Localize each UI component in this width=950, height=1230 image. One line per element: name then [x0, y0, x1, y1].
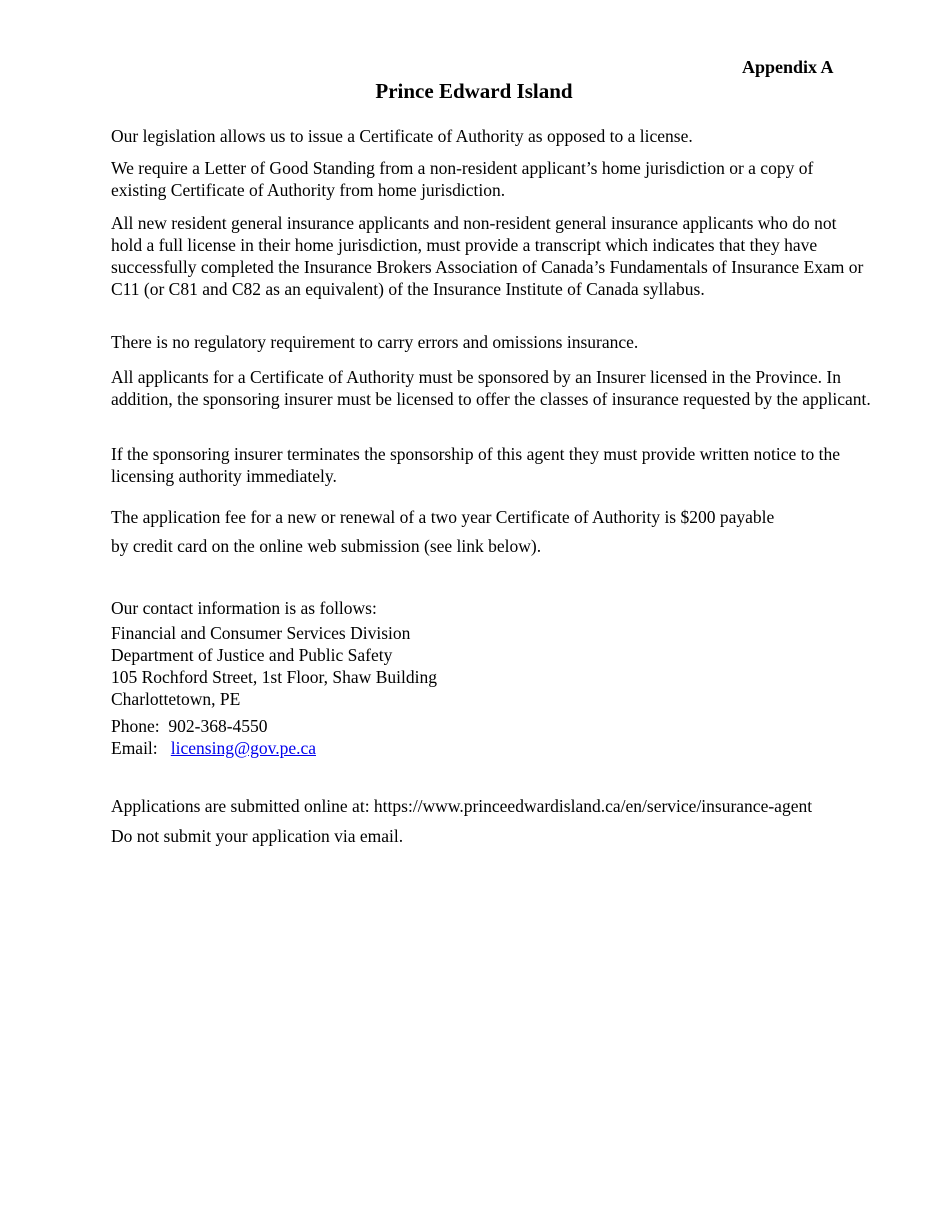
page-title: Prince Edward Island [375, 79, 573, 103]
paragraph-certificate: Our legislation allows us to issue a Certificate of Authority as opposed to a license. [111, 126, 693, 146]
contact-city: Charlottetown, PE [111, 689, 241, 709]
contact-intro: Our contact information is as follows: [111, 598, 377, 618]
paragraph-good-standing: We require a Letter of Good Standing from a non-resident applicant’s home jurisdiction or a copy of existing Certificate of Authority from home jurisdiction. [111, 158, 814, 200]
contact-org: Financial and Consumer Services Division [111, 623, 411, 643]
phone-row [111, 715, 268, 737]
no-email-notice: Do not submit your application via email. [111, 826, 404, 846]
contact-street: 105 Rochford Street, 1st Floor, Shaw Building [111, 667, 437, 687]
paragraph-errors-omissions: There is no regulatory requirement to carry errors and omissions insurance. [111, 332, 639, 352]
phone-label: Phone: [111, 716, 160, 736]
fee-line-1: The application fee for a new or renewal of a two year Certificate of Authority is $200 payable [111, 507, 775, 527]
email-link[interactable]: licensing@gov.pe.ca [170, 738, 316, 758]
paragraph-sponsorship: All applicants for a Certificate of Authority must be sponsored by an Insurer licensed in the Province. In addition, the sponsoring insurer must be licensed to offer the classes of insurance requested by the applicant. [111, 367, 871, 409]
online-submission: Applications are submitted online at: https://www.princeedwardisland.ca/en/service/insurance-agent [111, 796, 813, 816]
phone-number: 902-368-4550 [168, 716, 268, 736]
appendix-label: Appendix A [742, 57, 834, 77]
paragraph-termination: If the sponsoring insurer terminates the sponsorship of this agent they must provide written notice to the licensing authority immediately. [111, 444, 841, 486]
contact-department: Department of Justice and Public Safety [111, 645, 393, 665]
fee-line-2: by credit card on the online web submission (see link below). [111, 536, 542, 556]
email-label: Email: [111, 738, 158, 758]
email-row [111, 737, 316, 759]
paragraph-education-requirements: All new resident general insurance applicants and non-resident general insurance applicants who do not hold a full license in their home jurisdiction, must provide a transcript which indicates that they have successfully completed the Insurance Brokers Association of Canada’s Fundamentals of Insurance Exam or C11 (or C81 and C82 as an equivalent) of the Insurance Institute of Canada syllabus. [111, 213, 864, 299]
